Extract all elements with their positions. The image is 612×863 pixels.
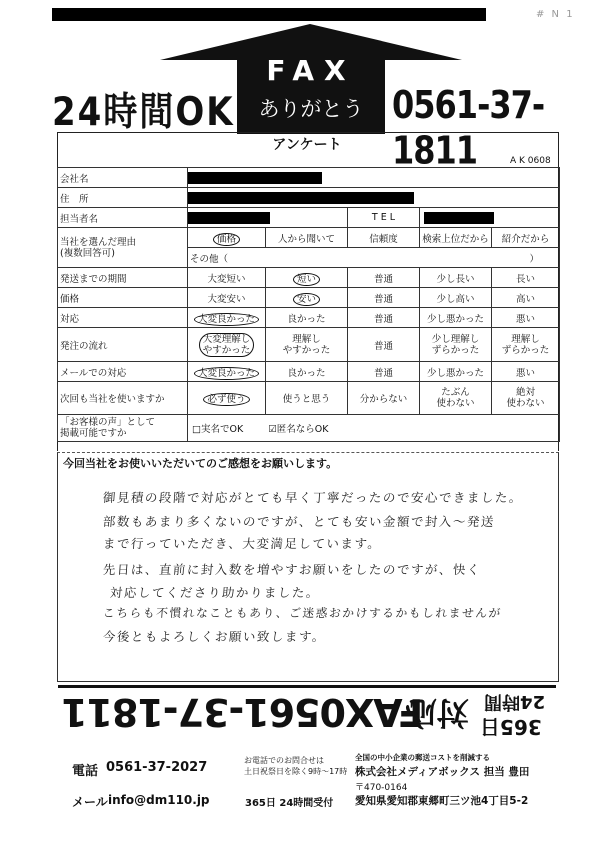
label-reason xyxy=(58,228,188,268)
phone-label: 電話 xyxy=(72,764,99,779)
fax-phone-number: 0561-37-1811 xyxy=(392,82,545,174)
survey-table xyxy=(57,167,560,442)
q-support-opt-3[interactable]: 普通 xyxy=(348,308,420,328)
q-price-opt-4[interactable]: 少し高い xyxy=(420,288,492,308)
label-person: 担当者名 xyxy=(58,208,188,228)
company-zip: 〒470-0164 xyxy=(355,783,408,793)
hours-ok-text: 24時間OK xyxy=(52,89,235,136)
q-mail-label: メールでの対応 xyxy=(58,362,188,382)
fax-word: FAX xyxy=(266,54,356,87)
q-mail-opt-3[interactable]: 普通 xyxy=(348,362,420,382)
reason-price-circle: 価格 xyxy=(213,233,240,246)
banner-fax-number: FAX0561-37-1811 xyxy=(62,690,424,734)
q-shipping-opt-1[interactable]: 大変短い xyxy=(188,268,266,288)
q-next-opt-5[interactable] xyxy=(492,382,560,415)
q-flow-opt-3[interactable]: 普通 xyxy=(348,328,420,362)
comment-line-2: 部数もあまり多くないのですが、とても安い金額で封入〜発送 xyxy=(102,514,496,529)
corner-stamp: # N 1 xyxy=(536,9,575,20)
redacted-person xyxy=(188,212,270,224)
phone-note-2: 土日祝祭日を除く9時〜17時 xyxy=(244,767,348,776)
phone-number[interactable]: 0561-37-2027 xyxy=(106,760,208,775)
row-reason xyxy=(58,228,560,248)
q-flow-opt-4-l1: 少し理解し xyxy=(431,333,480,345)
q-shipping-opt-4[interactable]: 少し長い xyxy=(420,268,492,288)
q-flow-opt-5[interactable] xyxy=(492,328,560,362)
phone-note-1: お電話でのお問合せは xyxy=(244,756,324,765)
q-price-opt-3[interactable]: 普通 xyxy=(348,288,420,308)
reason-option-referral-hear[interactable]: 人から聞いて xyxy=(266,228,348,248)
redacted-address xyxy=(188,192,414,204)
company-address: 愛知県愛知郡東郷町三ツ池4丁目5-2 xyxy=(355,795,529,807)
q-price-label: 価格 xyxy=(58,288,188,308)
comment-line-1: 御見積の段階で対応がとても早く丁寧だったので安心できました。 xyxy=(102,490,524,505)
row-price xyxy=(58,288,560,308)
q-support-opt-2[interactable]: 良かった xyxy=(266,308,348,328)
q-flow-opt-2[interactable] xyxy=(266,328,348,362)
q-mail-opt-4[interactable]: 少し悪かった xyxy=(420,362,492,382)
comment-line-3: まで行っていただき、大変満足しています。 xyxy=(102,536,383,551)
q-price-opt-2[interactable] xyxy=(266,288,348,308)
row-flow xyxy=(58,328,560,362)
q-next-opt-4-l2: 使わない xyxy=(436,398,475,409)
row-company xyxy=(58,168,560,188)
comment-line-6: こちらも不慣れなこともあり、ご迷惑おかけするかもしれませんが xyxy=(102,606,503,620)
q-mail-opt-2[interactable]: 良かった xyxy=(266,362,348,382)
q-flow-opt-2-l2: やすかった xyxy=(282,344,331,356)
q-support-opt-4[interactable]: 少し悪かった xyxy=(420,308,492,328)
q-flow-opt-5-l2: ずらかった xyxy=(501,344,550,356)
tel-field[interactable] xyxy=(420,208,560,228)
q-price-opt-5[interactable]: 高い xyxy=(492,288,560,308)
row-person xyxy=(58,208,560,228)
voice-label xyxy=(58,415,188,442)
fax-thanks-box xyxy=(237,52,385,134)
mail-label: メール xyxy=(72,795,108,809)
reason-option-introduced[interactable]: 紹介だから xyxy=(492,228,560,248)
row-address xyxy=(58,188,560,208)
address-field[interactable] xyxy=(188,188,560,208)
q-shipping-label: 発送までの期間 xyxy=(58,268,188,288)
company-name: 株式会社メディアボックス 担当 豊田 xyxy=(355,766,530,778)
q-flow-opt-1-l1: 大変理解し xyxy=(202,333,251,345)
q-flow-selected xyxy=(199,333,255,357)
row-next xyxy=(58,382,560,415)
reason-option-price[interactable] xyxy=(188,228,266,248)
q-flow-opt-4-l2: ずらかった xyxy=(431,344,480,356)
row-shipping xyxy=(58,268,560,288)
company-field[interactable] xyxy=(188,168,560,188)
comment-line-7: 今後ともよろしくお願い致します。 xyxy=(102,629,327,644)
q-next-opt-3[interactable]: 分からない xyxy=(348,382,420,415)
label-address: 住 所 xyxy=(58,188,188,208)
q-flow-opt-5-l1: 理解し xyxy=(511,333,540,345)
company-tagline: 全国の中小企業の郵送コストを削減する xyxy=(355,753,490,762)
banner-24h: 24時間 xyxy=(484,691,546,712)
q-mail-selected: 大変良かった xyxy=(194,367,259,380)
q-price-opt-1[interactable]: 大変安い xyxy=(188,288,266,308)
person-field[interactable] xyxy=(188,208,348,228)
q-flow-opt-1[interactable] xyxy=(188,328,266,362)
q-next-opt-5-l2: 使わない xyxy=(506,398,545,409)
redacted-company xyxy=(188,172,322,184)
voice-anonymous-checkbox[interactable]: ☑匿名ならOK xyxy=(268,424,329,435)
form-code: A K 0608 xyxy=(510,156,551,166)
reason-other-close: ） xyxy=(529,253,540,265)
q-price-selected: 安い xyxy=(293,293,320,306)
q-support-selected: 大変良かった xyxy=(194,313,259,326)
reason-other-field[interactable] xyxy=(188,248,560,268)
comment-line-5: 対応してくださり助かりました。 xyxy=(109,585,321,600)
q-support-label: 対応 xyxy=(58,308,188,328)
reason-label-1: 当社を選んだ理由 xyxy=(60,236,137,248)
q-next-opt-4-l1: たぶん xyxy=(441,387,470,398)
mail-address[interactable]: info@dm110.jp xyxy=(108,793,210,807)
q-next-opt-5-l1: 絶対 xyxy=(516,387,536,398)
q-flow-opt-2-l1: 理解し xyxy=(292,333,321,345)
q-mail-opt-5[interactable]: 悪い xyxy=(492,362,560,382)
voice-realname-checkbox[interactable]: □実名でOK xyxy=(192,424,244,435)
row-voice xyxy=(58,415,560,442)
voice-options xyxy=(188,415,560,442)
voice-label-1: 「お客様の声」として xyxy=(60,417,156,428)
thanks-text: ありがとう xyxy=(258,97,364,121)
q-flow-opt-4[interactable] xyxy=(420,328,492,362)
q-mail-opt-1[interactable] xyxy=(188,362,266,382)
q-next-label: 次回も当社を使いますか xyxy=(58,382,188,415)
comment-line-4: 先日は、直前に封入数を増やすお願いをしたのですが、快く xyxy=(102,562,482,577)
voice-label-2: 掲載可能ですか xyxy=(60,428,127,439)
q-next-opt-4[interactable] xyxy=(420,382,492,415)
q-flow-opt-1-l2: やすかった xyxy=(202,344,251,356)
q-shipping-opt-2[interactable] xyxy=(266,268,348,288)
banner-taio: 対応 xyxy=(405,694,470,732)
row-mail xyxy=(58,362,560,382)
reason-option-search[interactable]: 検索上位だから xyxy=(420,228,492,248)
reception-hours: 365日 24時間受付 xyxy=(245,798,334,809)
label-company: 会社名 xyxy=(58,168,188,188)
redacted-tel xyxy=(424,212,494,224)
q-shipping-selected: 短い xyxy=(293,273,320,286)
reason-option-trust[interactable]: 信頼度 xyxy=(348,228,420,248)
reason-label-2: (複数回答可) xyxy=(60,247,115,259)
survey-title: アンケート xyxy=(272,137,342,153)
banner-365: 365日 xyxy=(480,715,542,739)
comment-title: 今回当社をお使いいただいてのご感想をお願いします。 xyxy=(63,457,338,470)
q-support-opt-1[interactable] xyxy=(188,308,266,328)
row-support xyxy=(58,308,560,328)
reason-other-label: その他（ xyxy=(190,253,229,265)
q-support-opt-5[interactable]: 悪い xyxy=(492,308,560,328)
q-shipping-opt-3[interactable]: 普通 xyxy=(348,268,420,288)
label-tel: T E L xyxy=(348,208,420,228)
q-shipping-opt-5[interactable]: 長い xyxy=(492,268,560,288)
q-next-selected: 必ず使う xyxy=(203,393,249,406)
q-next-opt-2[interactable]: 使うと思う xyxy=(266,382,348,415)
q-flow-label: 発注の流れ xyxy=(58,328,188,362)
q-next-opt-1[interactable] xyxy=(188,382,266,415)
